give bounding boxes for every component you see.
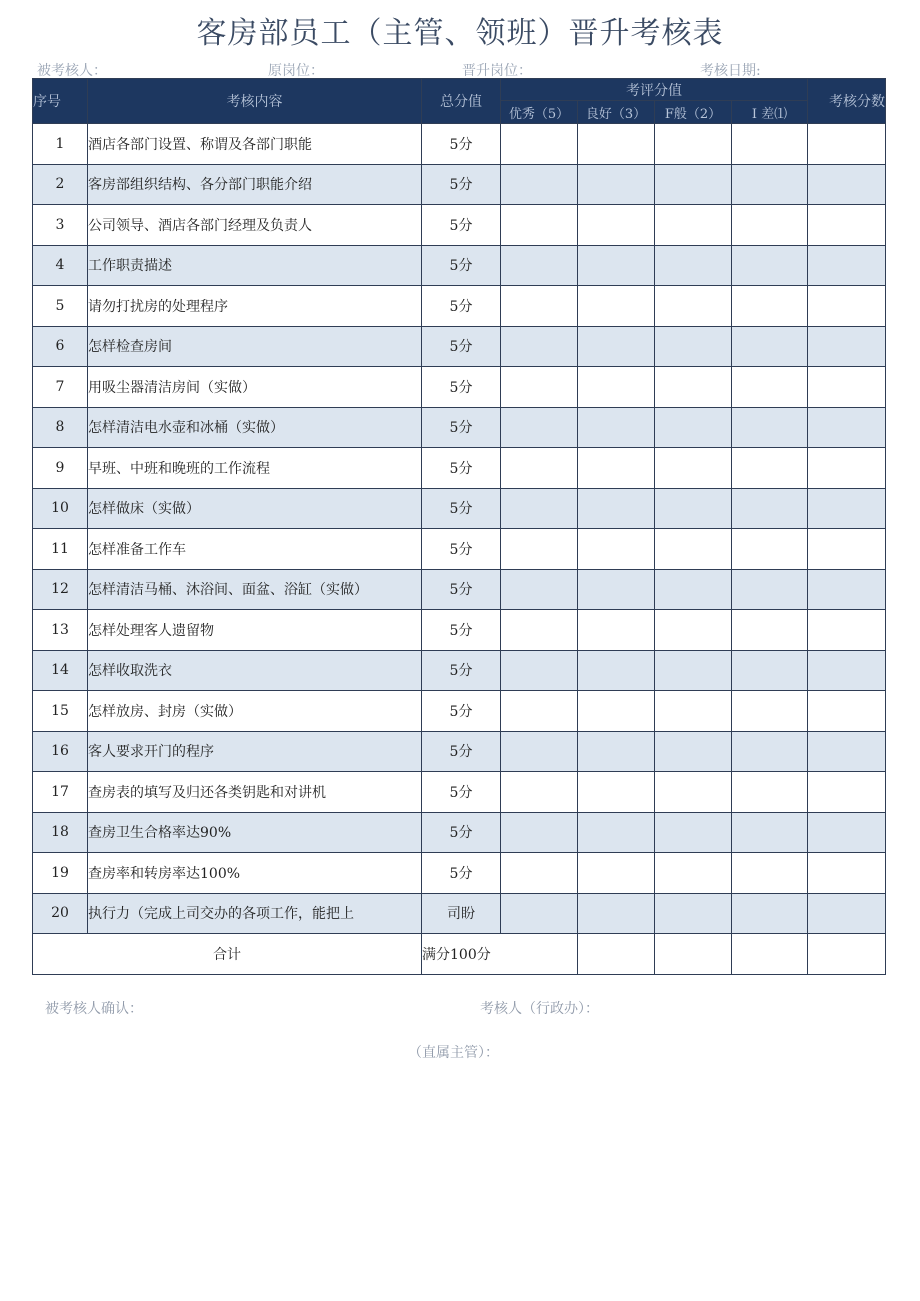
average-cell[interactable] — [655, 326, 732, 367]
row-index: 8 — [33, 407, 88, 448]
row-total-score: 5分 — [422, 326, 501, 367]
average-cell[interactable] — [655, 164, 732, 205]
row-index: 12 — [33, 569, 88, 610]
total-cell[interactable] — [655, 934, 732, 975]
row-total-score: 5分 — [422, 529, 501, 570]
good-cell[interactable] — [578, 731, 655, 772]
total-cell[interactable] — [808, 934, 886, 975]
row-total-score: 5分 — [422, 691, 501, 732]
header-level-average: F般（2） — [655, 101, 732, 124]
row-total-score: 5分 — [422, 205, 501, 246]
row-content: 客房部组织结构、各分部门职能介绍 — [88, 164, 422, 205]
row-index: 13 — [33, 610, 88, 651]
excellent-cell[interactable] — [501, 205, 578, 246]
table-row — [33, 812, 886, 853]
row-total-score: 5分 — [422, 772, 501, 813]
table-row — [33, 448, 886, 489]
row-index: 2 — [33, 164, 88, 205]
total-full-score: 满分100分 — [422, 934, 578, 975]
row-content: 请勿打扰房的处理程序 — [88, 286, 422, 327]
score-cell[interactable] — [808, 772, 886, 813]
good-cell[interactable] — [578, 326, 655, 367]
row-total-score: 5分 — [422, 124, 501, 165]
excellent-cell[interactable] — [501, 124, 578, 165]
header-level-poor: I 差⑴ — [732, 101, 808, 124]
poor-cell[interactable] — [732, 772, 808, 813]
good-cell[interactable] — [578, 164, 655, 205]
row-index: 18 — [33, 812, 88, 853]
table-row — [33, 772, 886, 813]
poor-cell[interactable] — [732, 326, 808, 367]
row-content: 怎样检查房间 — [88, 326, 422, 367]
row-total-score: 5分 — [422, 286, 501, 327]
table-row — [33, 610, 886, 651]
table-row — [33, 853, 886, 894]
row-total-score: 5分 — [422, 569, 501, 610]
excellent-cell[interactable] — [501, 407, 578, 448]
score-cell[interactable] — [808, 893, 886, 934]
assessor-label: 考核人（行政办）： — [480, 1001, 599, 1017]
poor-cell[interactable] — [732, 853, 808, 894]
header-evaluation: 考评分值 — [501, 79, 808, 101]
row-index: 3 — [33, 205, 88, 246]
row-total-score: 5分 — [422, 853, 501, 894]
row-index: 19 — [33, 853, 88, 894]
row-index: 7 — [33, 367, 88, 408]
average-cell[interactable] — [655, 610, 732, 651]
table-row — [33, 650, 886, 691]
row-total-score: 5分 — [422, 367, 501, 408]
table-body — [33, 124, 886, 975]
score-cell[interactable] — [808, 124, 886, 165]
excellent-cell[interactable] — [501, 367, 578, 408]
row-content: 怎样放房、封房（实做） — [88, 691, 422, 732]
total-cell[interactable] — [732, 934, 808, 975]
poor-cell[interactable] — [732, 529, 808, 570]
header-content: 考核内容 — [88, 79, 422, 124]
assessee-label: 被考核人： — [37, 63, 107, 79]
excellent-cell[interactable] — [501, 488, 578, 529]
average-cell[interactable] — [655, 812, 732, 853]
row-index: 16 — [33, 731, 88, 772]
row-total-score: 5分 — [422, 731, 501, 772]
row-content: 执行力（完成上司交办的各项工作，能把上 — [88, 893, 422, 934]
excellent-cell[interactable] — [501, 448, 578, 489]
row-content: 查房卫生合格率达90% — [88, 812, 422, 853]
good-cell[interactable] — [578, 569, 655, 610]
excellent-cell[interactable] — [501, 245, 578, 286]
average-cell[interactable] — [655, 772, 732, 813]
excellent-cell[interactable] — [501, 529, 578, 570]
header-index: 序号 — [33, 79, 88, 124]
table-row — [33, 529, 886, 570]
poor-cell[interactable] — [732, 286, 808, 327]
row-total-score: 5分 — [422, 245, 501, 286]
row-content: 早班、中班和晚班的工作流程 — [88, 448, 422, 489]
average-cell[interactable] — [655, 691, 732, 732]
score-cell[interactable] — [808, 853, 886, 894]
row-content: 查房率和转房率达100% — [88, 853, 422, 894]
score-cell[interactable] — [808, 286, 886, 327]
row-total-score: 5分 — [422, 164, 501, 205]
row-index: 4 — [33, 245, 88, 286]
total-cell[interactable] — [578, 934, 655, 975]
excellent-cell[interactable] — [501, 286, 578, 327]
average-cell[interactable] — [655, 853, 732, 894]
good-cell[interactable] — [578, 245, 655, 286]
score-cell[interactable] — [808, 610, 886, 651]
poor-cell[interactable] — [732, 245, 808, 286]
score-cell[interactable] — [808, 245, 886, 286]
poor-cell[interactable] — [732, 164, 808, 205]
assessment-date-label: 考核日期: — [700, 63, 761, 79]
average-cell[interactable] — [655, 650, 732, 691]
row-index: 20 — [33, 893, 88, 934]
row-content: 怎样清洁马桶、沐浴间、面盆、浴缸（实做） — [88, 569, 422, 610]
supervisor-label: （直属主管）： — [408, 1045, 499, 1061]
good-cell[interactable] — [578, 286, 655, 327]
row-total-score: 司盼 — [422, 893, 501, 934]
row-index: 6 — [33, 326, 88, 367]
score-cell[interactable] — [808, 569, 886, 610]
row-total-score: 5分 — [422, 650, 501, 691]
row-total-score: 5分 — [422, 407, 501, 448]
average-cell[interactable] — [655, 245, 732, 286]
average-cell[interactable] — [655, 367, 732, 408]
poor-cell[interactable] — [732, 731, 808, 772]
average-cell[interactable] — [655, 205, 732, 246]
assessee-confirm-label: 被考核人确认： — [45, 1001, 143, 1017]
poor-cell[interactable] — [732, 812, 808, 853]
row-index: 17 — [33, 772, 88, 813]
row-content: 工作职责描述 — [88, 245, 422, 286]
total-row — [33, 934, 886, 975]
score-cell[interactable] — [808, 488, 886, 529]
assessment-table — [32, 78, 886, 975]
row-content: 怎样处理客人遗留物 — [88, 610, 422, 651]
row-index: 9 — [33, 448, 88, 489]
good-cell[interactable] — [578, 529, 655, 570]
good-cell[interactable] — [578, 205, 655, 246]
average-cell[interactable] — [655, 529, 732, 570]
table-row — [33, 164, 886, 205]
row-index: 1 — [33, 124, 88, 165]
poor-cell[interactable] — [732, 610, 808, 651]
good-cell[interactable] — [578, 367, 655, 408]
good-cell[interactable] — [578, 812, 655, 853]
row-index: 10 — [33, 488, 88, 529]
good-cell[interactable] — [578, 772, 655, 813]
excellent-cell[interactable] — [501, 164, 578, 205]
excellent-cell[interactable] — [501, 650, 578, 691]
good-cell[interactable] — [578, 650, 655, 691]
score-cell[interactable] — [808, 367, 886, 408]
page-title: 客房部员工（主管、领班）晋升考核表 — [196, 16, 724, 51]
average-cell[interactable] — [655, 731, 732, 772]
table-row — [33, 488, 886, 529]
good-cell[interactable] — [578, 407, 655, 448]
table-row — [33, 893, 886, 934]
promoted-post-label: 晋升岗位： — [462, 63, 532, 79]
good-cell[interactable] — [578, 448, 655, 489]
score-cell[interactable] — [808, 731, 886, 772]
good-cell[interactable] — [578, 691, 655, 732]
average-cell[interactable] — [655, 893, 732, 934]
good-cell[interactable] — [578, 853, 655, 894]
row-content: 公司领导、酒店各部门经理及负责人 — [88, 205, 422, 246]
row-content: 怎样做床（实做） — [88, 488, 422, 529]
table-row — [33, 245, 886, 286]
row-content: 怎样收取洗衣 — [88, 650, 422, 691]
excellent-cell[interactable] — [501, 691, 578, 732]
poor-cell[interactable] — [732, 448, 808, 489]
good-cell[interactable] — [578, 124, 655, 165]
excellent-cell[interactable] — [501, 569, 578, 610]
row-index: 11 — [33, 529, 88, 570]
average-cell[interactable] — [655, 407, 732, 448]
row-content: 怎样准备工作车 — [88, 529, 422, 570]
score-cell[interactable] — [808, 164, 886, 205]
excellent-cell[interactable] — [501, 610, 578, 651]
score-cell[interactable] — [808, 448, 886, 489]
score-cell[interactable] — [808, 326, 886, 367]
row-content: 酒店各部门设置、称谓及各部门职能 — [88, 124, 422, 165]
poor-cell[interactable] — [732, 124, 808, 165]
row-index: 15 — [33, 691, 88, 732]
header-total: 总分值 — [422, 79, 501, 124]
row-index: 5 — [33, 286, 88, 327]
score-cell[interactable] — [808, 650, 886, 691]
table-row — [33, 124, 886, 165]
excellent-cell[interactable] — [501, 812, 578, 853]
poor-cell[interactable] — [732, 488, 808, 529]
average-cell[interactable] — [655, 569, 732, 610]
table-row — [33, 691, 886, 732]
good-cell[interactable] — [578, 610, 655, 651]
row-total-score: 5分 — [422, 610, 501, 651]
row-content: 客人要求开门的程序 — [88, 731, 422, 772]
header-level-excellent: 优秀（5） — [501, 101, 578, 124]
poor-cell[interactable] — [732, 893, 808, 934]
table-row — [33, 731, 886, 772]
table-row — [33, 569, 886, 610]
table-row — [33, 367, 886, 408]
score-cell[interactable] — [808, 407, 886, 448]
table-row — [33, 205, 886, 246]
original-post-label: 原岗位： — [268, 63, 324, 79]
table-row — [33, 286, 886, 327]
excellent-cell[interactable] — [501, 853, 578, 894]
poor-cell[interactable] — [732, 205, 808, 246]
table-row — [33, 407, 886, 448]
average-cell[interactable] — [655, 488, 732, 529]
poor-cell[interactable] — [732, 407, 808, 448]
table-row — [33, 326, 886, 367]
row-content: 查房表的填写及归还各类钥匙和对讲机 — [88, 772, 422, 813]
poor-cell[interactable] — [732, 569, 808, 610]
poor-cell[interactable] — [732, 650, 808, 691]
row-index: 14 — [33, 650, 88, 691]
average-cell[interactable] — [655, 124, 732, 165]
score-cell[interactable] — [808, 205, 886, 246]
row-content: 用吸尘器清洁房间（实做） — [88, 367, 422, 408]
header-level-good: 良好（3） — [578, 101, 655, 124]
score-cell[interactable] — [808, 812, 886, 853]
row-content: 怎样清洁电水壶和冰桶（实做） — [88, 407, 422, 448]
excellent-cell[interactable] — [501, 893, 578, 934]
score-cell[interactable] — [808, 529, 886, 570]
good-cell[interactable] — [578, 893, 655, 934]
row-total-score: 5分 — [422, 488, 501, 529]
header-score: 考核分数 — [808, 79, 886, 124]
excellent-cell[interactable] — [501, 772, 578, 813]
row-total-score: 5分 — [422, 812, 501, 853]
excellent-cell[interactable] — [501, 731, 578, 772]
excellent-cell[interactable] — [501, 326, 578, 367]
score-cell[interactable] — [808, 691, 886, 732]
average-cell[interactable] — [655, 286, 732, 327]
total-label: 合计 — [33, 934, 422, 975]
poor-cell[interactable] — [732, 367, 808, 408]
average-cell[interactable] — [655, 448, 732, 489]
row-total-score: 5分 — [422, 448, 501, 489]
good-cell[interactable] — [578, 488, 655, 529]
poor-cell[interactable] — [732, 691, 808, 732]
